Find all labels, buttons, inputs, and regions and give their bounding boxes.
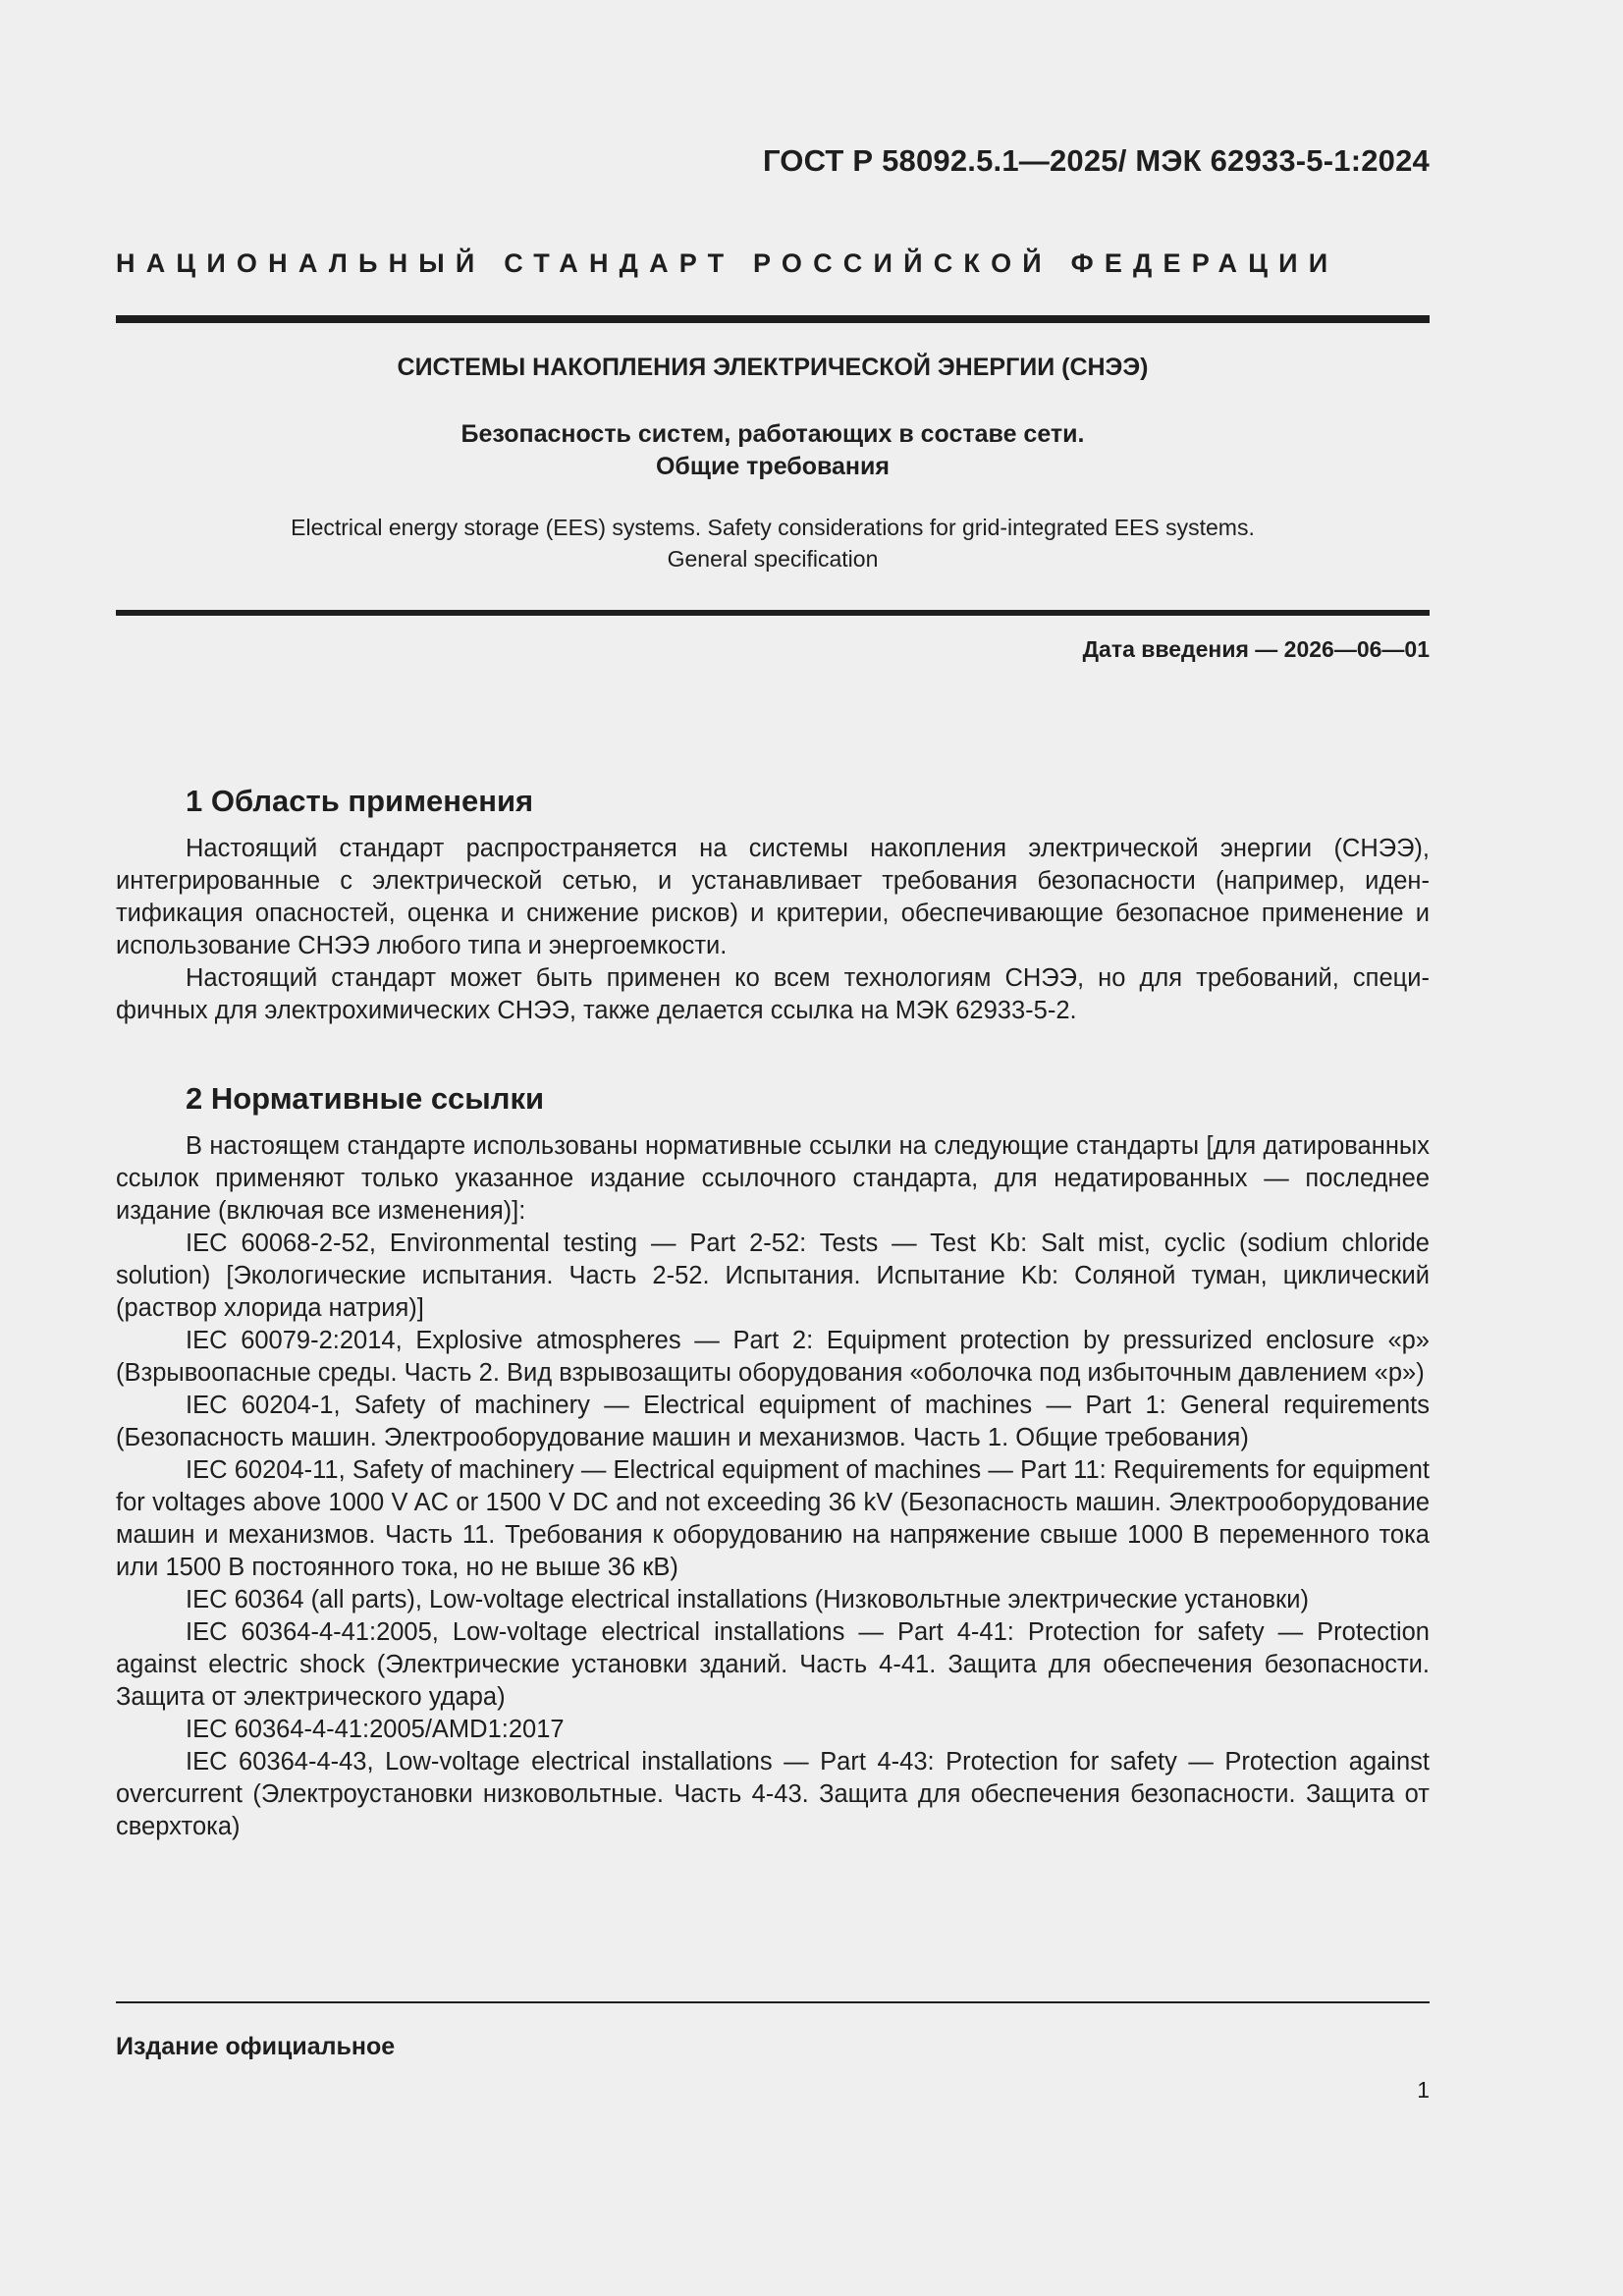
document-title: СИСТЕМЫ НАКОПЛЕНИЯ ЭЛЕКТРИЧЕСКОЙ ЭНЕРГИИ (СНЭЭ)	[397, 354, 1149, 381]
document-subtitle	[116, 418, 1430, 483]
reference-item: IEC 60364 (all parts), Low-voltage electrical installations (Низковольтные электрические установки)	[186, 1586, 1309, 1613]
reference-item: IEC 60364-4-43, Low-voltage electrical installations — Part 4-43: Protection for safety — Protection against overcurrent (Электроустановки низковольтные. Часть 4-43. Защита для обеспечения безопасности. Защита от сверхтока)	[116, 1748, 1430, 1840]
standard-designation: ГОСТ Р 58092.5.1—2025/ МЭК 62933-5-1:2024	[762, 143, 1430, 178]
paragraph: В настоящем стандарте использованы нормативные ссылки на следующие стандарты [для датированных ссылок применяют только указанное издание ссылочного стандарта, для недатированных — последнее издание (включая все изменения)]:	[116, 1132, 1430, 1225]
english-title-line-1: Electrical energy storage (EES) systems. Safety considerations for grid-integrated EES systems.	[291, 515, 1255, 540]
reference-item: IEC 60364-4-41:2005, Low-voltage electrical installations — Part 4-41: Protection for safety — Protection against electric shock (Электрические установки зданий. Часть 4-41. Защита для обеспечения безопасности. Защита от электрического удара)	[116, 1618, 1430, 1711]
english-title-line-2: General specification	[667, 546, 879, 572]
page-number: 1	[1417, 2077, 1430, 2103]
reference-item: IEC 60204-11, Safety of machinery — Electrical equipment of machines — Part 11: Requirements for equipment for voltages above 1000 V AC or 1500 V DC and not exceeding 36 kV (Безопасность машин. Электрооборудование машин и механизмов. Часть 11. Требования к оборудованию на напряжение свыше 1000 В переменного тока или 1500 В постоянного тока, но не выше 36 кВ)	[116, 1456, 1430, 1581]
reference-item: IEC 60079-2:2014, Explosive atmospheres — Part 2: Equipment protection by pressurized enclosure «p» (Взрывоопасные среды. Часть 2. Вид взрывозащиты оборудования «оболочка под избыточным давлением «p»)	[116, 1327, 1430, 1387]
section-normative-references	[116, 1081, 1430, 1843]
national-standard-banner: НАЦИОНАЛЬНЫЙ СТАНДАРТ РОССИЙСКОЙ ФЕДЕРАЦИИ	[116, 248, 1339, 278]
section-scope	[116, 784, 1430, 1027]
paragraph: Настоящий стандарт может быть применен ко всем технологиям СНЭЭ, но для требований, специфичных для электрохимических СНЭЭ, также делается ссылка на МЭК 62933-5-2.	[116, 964, 1430, 1024]
reference-item: IEC 60204-1, Safety of machinery — Electrical equipment of machines — Part 1: General requirements (Безопасность машин. Электрооборудование машин и механизмов. Часть 1. Общие требования)	[116, 1392, 1430, 1451]
header-rule	[116, 315, 1430, 323]
reference-item: IEC 60068-2-52, Environmental testing — Part 2-52: Tests — Test Kb: Salt mist, cyclic (sodium chloride solution) [Экологические испытания. Часть 2-52. Испытания. Испытание Kb: Соляной туман, циклический (раствор хлорида натрия)]	[116, 1230, 1430, 1322]
subtitle-line-2: Общие требования	[655, 453, 890, 480]
footer-rule	[116, 2001, 1430, 2003]
official-edition-label: Издание официальное	[116, 2033, 396, 2060]
paragraph: Настоящий стандарт распространяется на системы накопления электрической энергии (СНЭЭ), интегрированные с электрической сетью, и устанавливает требования безопасности (например, идентификация опасностей, оценка и снижение рисков) и критерии, обеспечивающие безопасное применение и использование СНЭЭ любого типа и энергоемкости.	[116, 835, 1430, 959]
subtitle-line-1: Безопасность систем, работающих в составе сети.	[460, 420, 1085, 448]
reference-item: IEC 60364-4-41:2005/AMD1:2017	[186, 1716, 565, 1743]
title-rule	[116, 610, 1430, 616]
section-heading: 1 Область применения	[186, 784, 534, 818]
english-title	[116, 512, 1430, 574]
introduction-date: Дата введения — 2026—06—01	[1082, 636, 1430, 662]
section-heading: 2 Нормативные ссылки	[186, 1081, 545, 1116]
